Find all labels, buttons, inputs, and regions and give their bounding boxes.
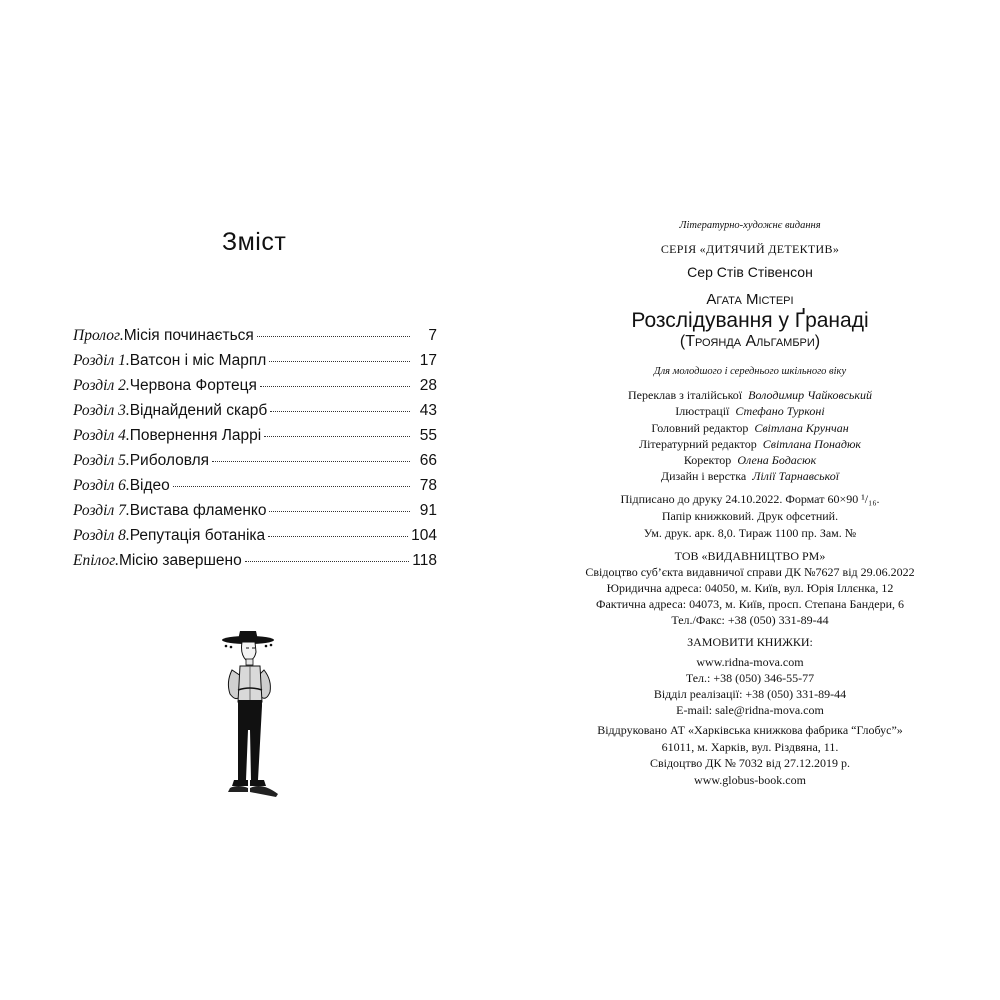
order-email-link[interactable]: E-mail: sale@ridna-mova.com <box>676 703 824 717</box>
toc-leader-dots <box>260 374 410 387</box>
book-title: Розслідування у Ґранаді <box>631 309 869 332</box>
publisher-line: Тел./Факс: +38 (050) 331-89-44 <box>671 613 829 627</box>
toc-entry-prefix: Епілог. <box>73 552 119 569</box>
toc-entry-page: 66 <box>419 452 437 469</box>
toc-entry-prefix: Розділ 6. <box>73 477 130 494</box>
flamenco-dancer-illustration <box>218 630 298 798</box>
credit-chief-editor <box>500 421 1000 436</box>
toc-entry-title: Відео <box>129 477 170 494</box>
credit-name: Лілії Тарнавської <box>752 469 840 483</box>
credit-role: Літературний редактор <box>638 437 757 451</box>
toc-entry-prefix: Розділ 3. <box>73 402 130 419</box>
toc-entry-title: Риболовля <box>129 452 210 469</box>
toc-entry-prefix: Розділ 1. <box>73 352 130 369</box>
credit-role: Дизайн і верстка <box>660 469 747 483</box>
toc-entry-prefix: Розділ 7. <box>73 502 130 519</box>
printer-website-link[interactable]: www.globus-book.com <box>694 773 806 787</box>
author-primary: Сер Стів Стівенсон <box>687 264 813 280</box>
author-secondary: Агата Містері <box>706 291 794 308</box>
publisher-line: Свідоцтво суб’єкта видавничої справи ДК №7627 від 29.06.2022 <box>585 565 915 579</box>
credit-name: Володимир Чайковський <box>748 388 872 402</box>
toc-entry-prefix: Пролог. <box>73 327 124 344</box>
toc-entry-title: Репутація ботаніка <box>129 527 266 544</box>
toc-entry-title: Місія починається <box>123 327 254 344</box>
toc-leader-dots <box>173 474 410 487</box>
toc-leader-dots <box>257 324 410 337</box>
credit-design <box>500 469 1000 484</box>
toc-entry-title: Місію завершено <box>118 552 242 569</box>
credit-name: Світлана Крунчан <box>754 421 849 435</box>
toc-leader-dots <box>270 399 410 412</box>
print-info-line: Ум. друк. арк. 8,0. Тираж 1100 пр. Зам. № <box>643 526 857 540</box>
toc-entry-title: Ватсон і міс Марпл <box>129 352 267 369</box>
right-page <box>500 0 1000 1000</box>
credit-role: Переклав з італійської <box>628 388 743 402</box>
toc-entry-page: 55 <box>419 427 437 444</box>
toc-entry-prefix: Розділ 4. <box>73 427 130 444</box>
publisher-name: ТОВ «ВИДАВНИЦТВО РМ» <box>674 549 826 563</box>
credit-role: Ілюстрації <box>675 404 730 418</box>
credit-literary-editor <box>500 437 1000 452</box>
audience-note: Для молодшого і середнього шкільного віку <box>653 366 847 377</box>
toc-leader-dots <box>268 524 408 537</box>
credit-name: Стефано Турконі <box>735 404 825 418</box>
toc-entry-prefix: Розділ 5. <box>73 452 130 469</box>
toc-entry-page: 17 <box>419 352 437 369</box>
credit-name: Світлана Понадюк <box>762 437 862 451</box>
toc-entry-page: 91 <box>419 502 437 519</box>
toc-entry-page: 78 <box>419 477 437 494</box>
toc-leader-dots <box>264 424 410 437</box>
order-phone: Тел.: +38 (050) 346-55-77 <box>685 671 815 685</box>
toc-leader-dots <box>269 499 410 512</box>
edition-type: Літературно-художнє видання <box>679 220 821 231</box>
toc-entry-title: Вистава фламенко <box>129 502 267 519</box>
credit-translator <box>500 388 1000 403</box>
print-info-line: Підписано до друку 24.10.2022. Формат 60×90 ¹/₁₆. <box>620 492 880 506</box>
toc-entry-prefix: Розділ 2. <box>73 377 130 394</box>
toc-leader-dots <box>245 549 410 562</box>
toc-entry[interactable] <box>73 552 437 577</box>
toc-entry-page: 104 <box>411 527 437 544</box>
credit-name: Олена Бодасюк <box>737 453 817 467</box>
printer-line: Свідоцтво ДК № 7032 від 27.12.2019 р. <box>649 756 851 770</box>
toc-entry-page: 28 <box>419 377 437 394</box>
credit-role: Головний редактор <box>651 421 749 435</box>
toc-entry-prefix: Розділ 8. <box>73 527 130 544</box>
credit-illustrations <box>500 404 1000 419</box>
order-sales-phone: Відділ реалізації: +38 (050) 331-89-44 <box>653 687 847 701</box>
order-heading: ЗАМОВИТИ КНИЖКИ: <box>687 635 813 649</box>
credit-proofreader <box>500 453 1000 468</box>
toc-entry-page: 7 <box>428 327 437 344</box>
publisher-line: Фактична адреса: 04073, м. Київ, просп. Степана Бандери, 6 <box>595 597 904 611</box>
printer-line: Віддруковано АТ «Харківська книжкова фабрика “Глобус”» <box>597 723 903 737</box>
toc-entry-title: Віднайдений скарб <box>129 402 268 419</box>
toc-entry-page: 118 <box>412 552 437 569</box>
publisher-line: Юридична адреса: 04050, м. Київ, вул. Юрія Іллєнка, 12 <box>606 581 894 595</box>
toc-entry-page: 43 <box>419 402 437 419</box>
print-info-line: Папір книжковий. Друк офсетний. <box>661 509 839 523</box>
toc-leader-dots <box>212 449 410 462</box>
series-name: СЕРІЯ «ДИТЯЧИЙ ДЕТЕКТИВ» <box>660 242 840 256</box>
toc-list <box>73 327 437 577</box>
book-subtitle: (Троянда Альгамбри) <box>679 333 821 350</box>
toc-leader-dots <box>269 349 410 362</box>
printer-line: 61011, м. Харків, вул. Різдвяна, 11. <box>661 740 839 754</box>
toc-entry-title: Повернення Ларрі <box>129 427 262 444</box>
toc-entry-title: Червона Фортеця <box>129 377 257 394</box>
toc-title: Зміст <box>222 228 287 256</box>
credit-role: Коректор <box>683 453 732 467</box>
order-website-link[interactable]: www.ridna-mova.com <box>696 655 804 669</box>
